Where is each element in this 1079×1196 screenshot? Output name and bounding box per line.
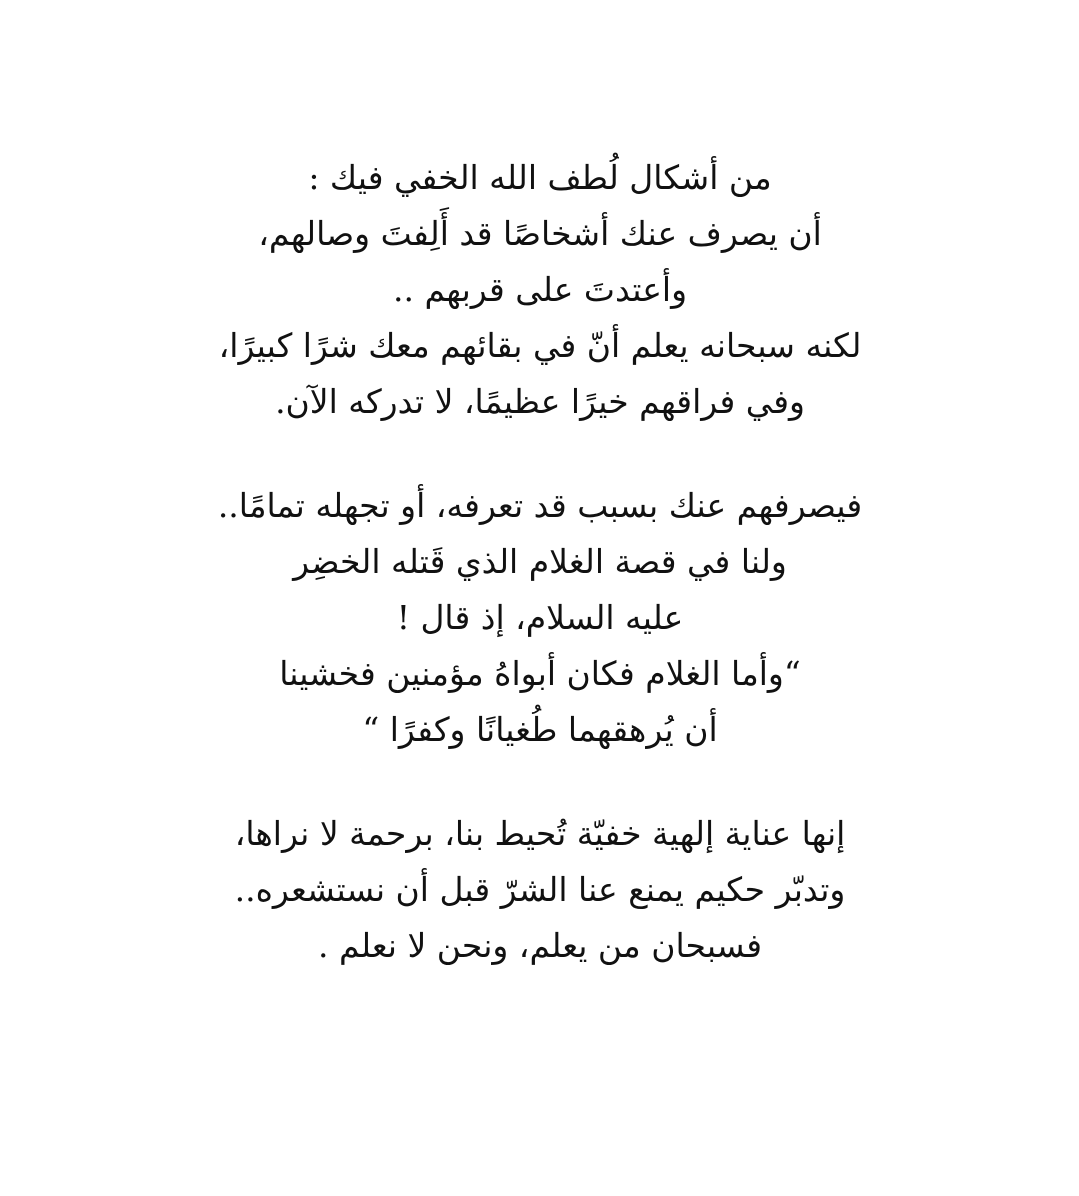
text-line: لكنه سبحانه يعلم أنّ في بقائهم معك شرًا كبيرًا، [218, 326, 862, 365]
text-line: وأعتدتَ على قربهم .. [392, 270, 688, 309]
text-line: “وأما الغلام فكان أبواهُ مؤمنين فخشينا [279, 654, 801, 693]
text-line: فسبحان من يعلم، ونحن لا نعلم . [318, 926, 762, 965]
paragraph-2 [180, 478, 900, 758]
paragraph-1 [180, 150, 900, 430]
text-line: ولنا في قصة الغلام الذي قَتله الخضِر [293, 542, 787, 581]
text-line: إنها عناية إلهية خفيّة تُحيط بنا، برحمة لا نراها، [234, 814, 846, 853]
text-line: أن يصرف عنك أشخاصًا قد أَلِفتَ وصالهم، [258, 214, 822, 253]
paragraph-3 [180, 806, 900, 974]
text-line: فيصرفهم عنك بسبب قد تعرفه، أو تجهله تمامًا.. [217, 486, 863, 525]
text-line: وفي فراقهم خيرًا عظيمًا، لا تدركه الآن. [275, 382, 805, 421]
text-line: أن يُرهقهما طُغيانًا وكفرًا “ [362, 710, 718, 749]
text-line: من أشكال لُطف الله الخفي فيك : [308, 158, 772, 197]
text-line: وتدبّر حكيم يمنع عنا الشرّ قبل أن نستشعره.. [234, 870, 846, 909]
text-line: عليه السلام، إذ قال ! [396, 598, 684, 637]
